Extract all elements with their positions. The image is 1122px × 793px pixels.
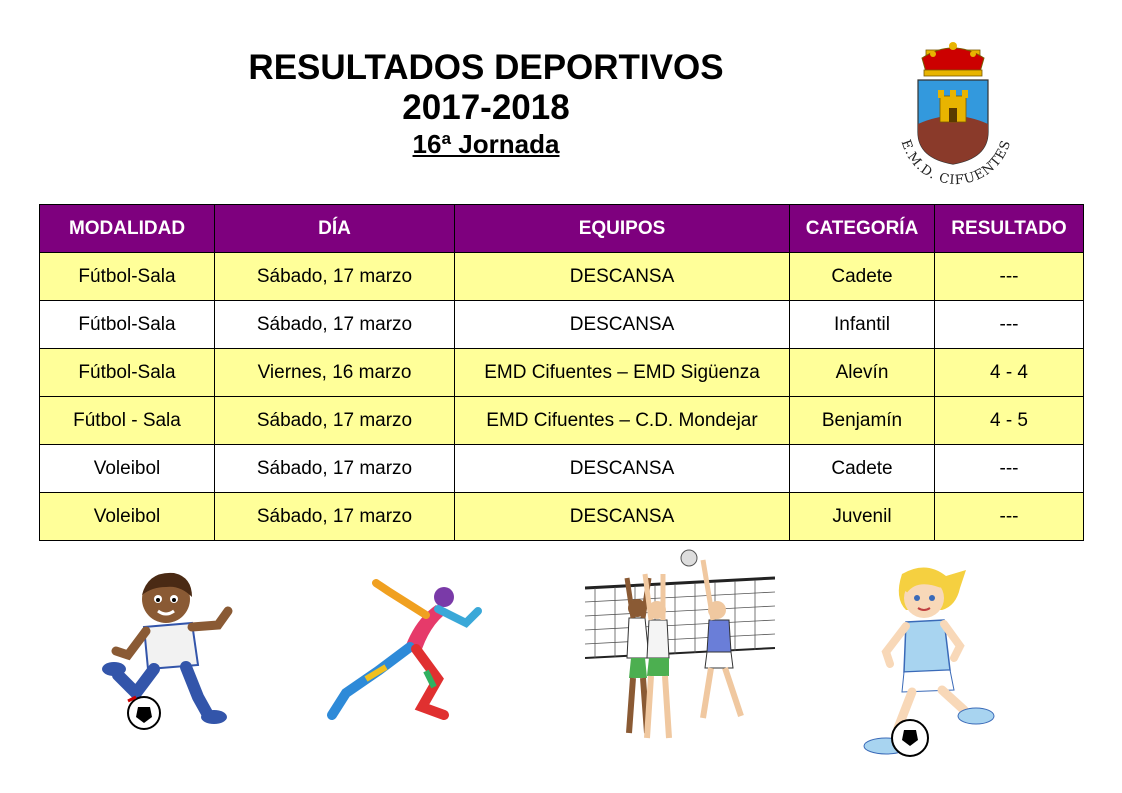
table-row <box>40 253 1084 301</box>
cell-categoria: Benjamín <box>790 397 935 445</box>
season-label: 2017-2018 <box>402 88 570 127</box>
cell-resultado: --- <box>935 301 1084 349</box>
page-title: RESULTADOS DEPORTIVOS <box>248 48 724 87</box>
girl-soccer-player-icon <box>846 560 996 760</box>
cell-dia: Sábado, 17 marzo <box>215 253 455 301</box>
table-row <box>40 397 1084 445</box>
title-block <box>226 48 746 160</box>
cell-dia: Sábado, 17 marzo <box>215 445 455 493</box>
cell-modalidad: Fútbol-Sala <box>40 301 215 349</box>
cell-categoria: Infantil <box>790 301 935 349</box>
header-modalidad: MODALIDAD <box>40 205 215 253</box>
cell-equipos: EMD Cifuentes – C.D. Mondejar <box>455 397 790 445</box>
cell-resultado: 4 - 5 <box>935 397 1084 445</box>
cell-modalidad: Fútbol-Sala <box>40 349 215 397</box>
cell-categoria: Cadete <box>790 253 935 301</box>
cell-dia: Sábado, 17 marzo <box>215 301 455 349</box>
cell-equipos: DESCANSA <box>455 253 790 301</box>
cell-resultado: --- <box>935 493 1084 541</box>
results-table <box>39 204 1084 541</box>
cell-equipos: DESCANSA <box>455 445 790 493</box>
header-dia: DÍA <box>215 205 455 253</box>
emd-cifuentes-logo <box>888 36 1018 186</box>
table-header-row <box>40 205 1084 253</box>
logo-text: E.M.D. CIFUENTES <box>897 137 1015 186</box>
cell-equipos: EMD Cifuentes – EMD Sigüenza <box>455 349 790 397</box>
table-row <box>40 301 1084 349</box>
volleyball-players-icon <box>585 548 775 758</box>
cell-modalidad: Fútbol - Sala <box>40 397 215 445</box>
cell-dia: Sábado, 17 marzo <box>215 493 455 541</box>
cell-dia: Viernes, 16 marzo <box>215 349 455 397</box>
runner-icon <box>326 575 486 725</box>
cell-categoria: Juvenil <box>790 493 935 541</box>
table-row <box>40 445 1084 493</box>
cell-modalidad: Voleibol <box>40 445 215 493</box>
header-categoria: CATEGORÍA <box>790 205 935 253</box>
cell-modalidad: Voleibol <box>40 493 215 541</box>
header-resultado: RESULTADO <box>935 205 1084 253</box>
cell-equipos: DESCANSA <box>455 493 790 541</box>
cell-resultado: --- <box>935 445 1084 493</box>
boy-soccer-player-icon <box>88 565 248 735</box>
cell-modalidad: Fútbol-Sala <box>40 253 215 301</box>
table-row <box>40 349 1084 397</box>
header-equipos: EQUIPOS <box>455 205 790 253</box>
round-label: 16ª Jornada <box>412 129 560 159</box>
cell-categoria: Cadete <box>790 445 935 493</box>
cell-dia: Sábado, 17 marzo <box>215 397 455 445</box>
table-row <box>40 493 1084 541</box>
cell-categoria: Alevín <box>790 349 935 397</box>
cell-equipos: DESCANSA <box>455 301 790 349</box>
cell-resultado: --- <box>935 253 1084 301</box>
cell-resultado: 4 - 4 <box>935 349 1084 397</box>
